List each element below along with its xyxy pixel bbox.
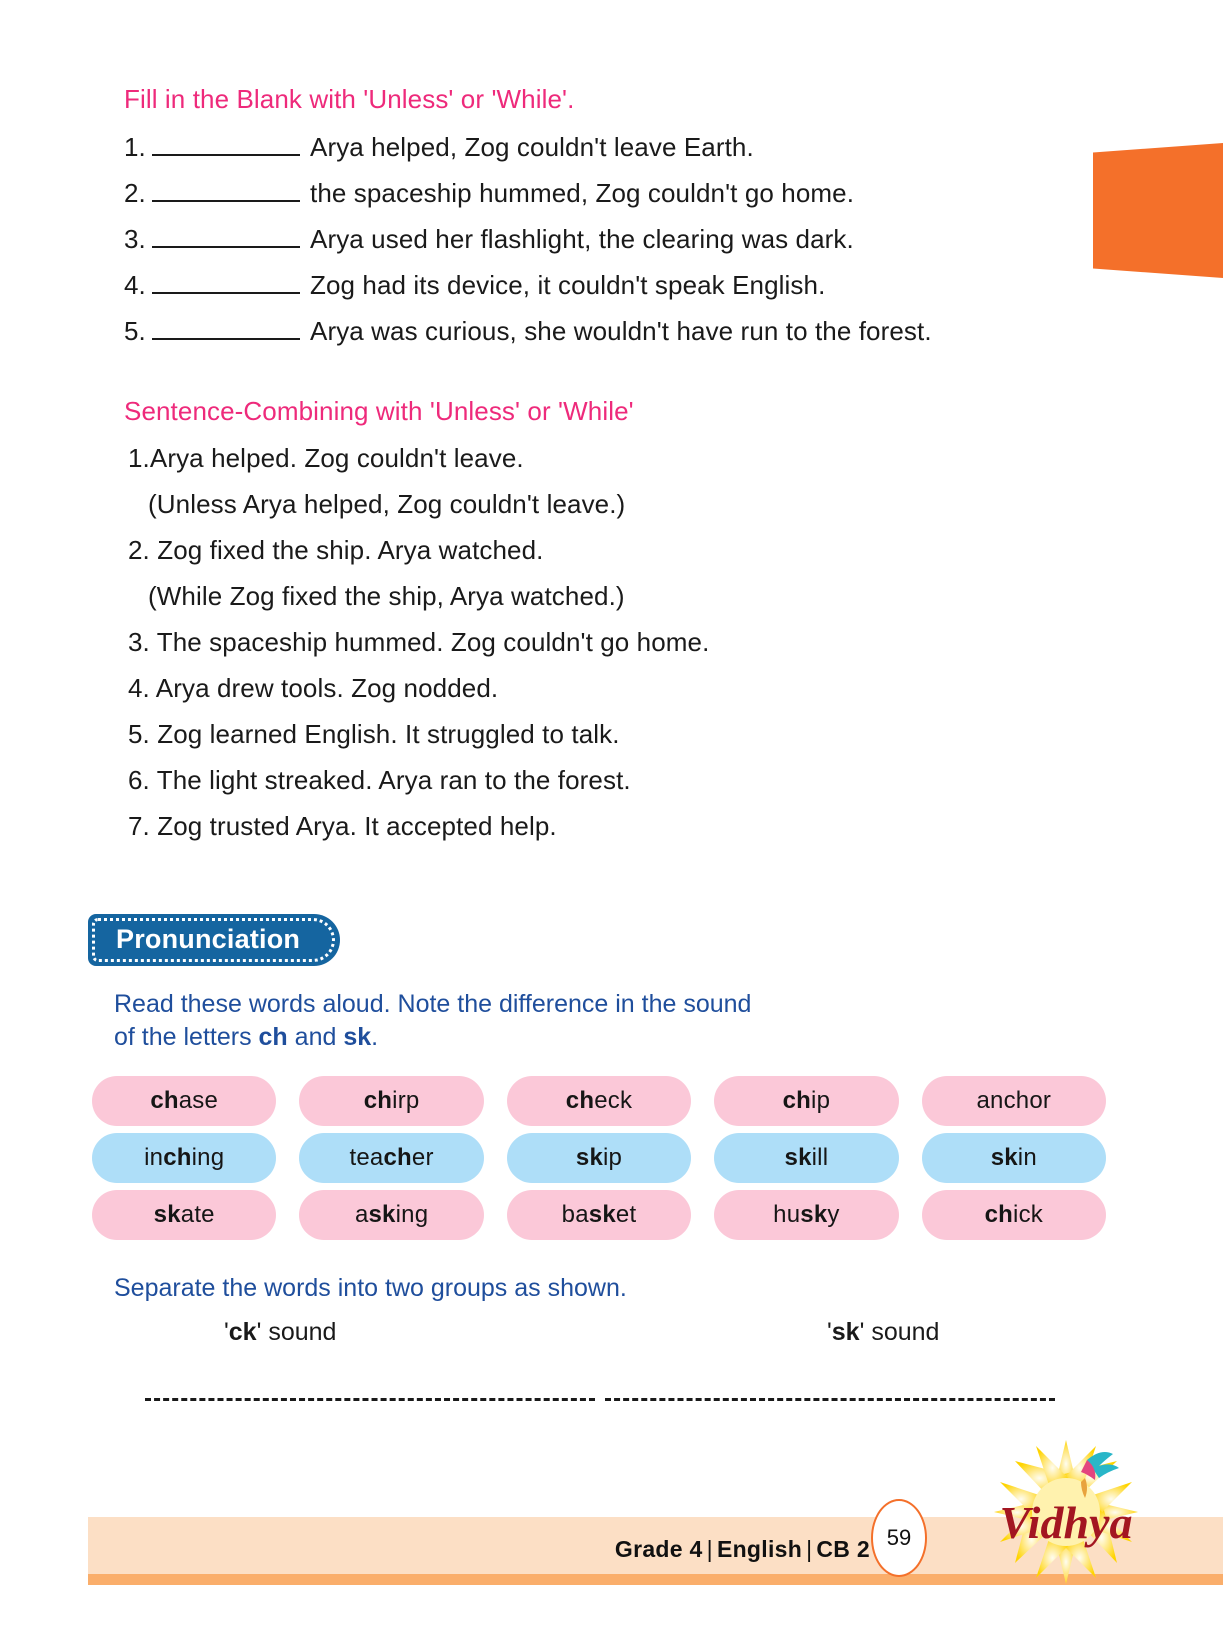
pill-rest: ip bbox=[811, 1087, 831, 1114]
answer-writing-lines bbox=[145, 1398, 1055, 1401]
pronunciation-badge: Pronunciation bbox=[88, 914, 340, 966]
read-instruction-end: . bbox=[371, 1023, 379, 1051]
pill-bold: ch bbox=[163, 1144, 192, 1171]
word-pill[interactable] bbox=[507, 1190, 691, 1240]
pill-bold: sk bbox=[784, 1144, 812, 1171]
sk-quote-open: ' bbox=[827, 1318, 832, 1346]
combine-prompt: 4. Arya drew tools. Zog nodded. bbox=[128, 673, 499, 703]
pill-bold: ch bbox=[782, 1087, 812, 1114]
word-pill[interactable] bbox=[714, 1190, 898, 1240]
pill-rest: anchor bbox=[976, 1087, 1052, 1114]
ck-quote-open: ' bbox=[224, 1318, 229, 1346]
pill-bold: sk bbox=[588, 1201, 616, 1228]
fill-item-text: Zog had its device, it couldn't speak English. bbox=[310, 270, 826, 300]
sk-label-text: ' sound bbox=[859, 1318, 940, 1346]
fill-item-number: 5. bbox=[124, 316, 146, 346]
combine-prompt: 5. Zog learned English. It struggled to talk. bbox=[128, 719, 620, 749]
pill-rest: ing bbox=[191, 1144, 225, 1171]
fill-blank-input[interactable] bbox=[152, 318, 300, 340]
word-pill[interactable] bbox=[299, 1190, 483, 1240]
pill-pre: ba bbox=[561, 1201, 589, 1228]
pill-rest: ick bbox=[1013, 1201, 1043, 1228]
footer-sep-2: | bbox=[806, 1536, 813, 1562]
footer-sep-1: | bbox=[706, 1536, 713, 1562]
ck-label-text: ' sound bbox=[256, 1318, 337, 1346]
pill-rest: ase bbox=[178, 1087, 219, 1114]
pill-bold: ch bbox=[984, 1201, 1014, 1228]
sk-bold: sk bbox=[831, 1318, 860, 1346]
word-pill[interactable] bbox=[714, 1076, 898, 1126]
word-pill[interactable] bbox=[714, 1133, 898, 1183]
ck-sound-label bbox=[224, 1318, 336, 1347]
pill-rest: er bbox=[411, 1144, 434, 1171]
pill-bold: sk bbox=[153, 1201, 181, 1228]
word-pill[interactable] bbox=[92, 1190, 276, 1240]
combine-prompt: 6. The light streaked. Arya ran to the forest. bbox=[128, 765, 631, 795]
pill-pre: hu bbox=[773, 1201, 801, 1228]
pill-bold: sk bbox=[368, 1201, 396, 1228]
pill-bold: sk bbox=[575, 1144, 603, 1171]
combine-prompt: 1.Arya helped. Zog couldn't leave. bbox=[128, 443, 524, 473]
combine-answer: (Unless Arya helped, Zog couldn't leave.) bbox=[148, 489, 626, 519]
word-pill-grid bbox=[92, 1076, 1106, 1240]
word-pill[interactable] bbox=[92, 1076, 276, 1126]
ck-bold: ck bbox=[228, 1318, 257, 1346]
pill-pre: a bbox=[354, 1201, 369, 1228]
answer-line-ck[interactable] bbox=[145, 1398, 595, 1401]
fill-row bbox=[124, 132, 1084, 163]
read-instruction-line1: Read these words aloud. Note the difference in the sound bbox=[114, 990, 752, 1018]
pill-rest: et bbox=[615, 1201, 637, 1228]
fill-item-number: 2. bbox=[124, 178, 146, 208]
pronunciation-badge-container bbox=[88, 914, 340, 966]
fill-section-heading: Fill in the Blank with 'Unless' or 'While'. bbox=[124, 84, 575, 114]
fill-item-text: the spaceship hummed, Zog couldn't go home. bbox=[310, 178, 855, 208]
letters-sk: sk bbox=[343, 1023, 372, 1051]
fill-item-text: Arya helped, Zog couldn't leave Earth. bbox=[310, 132, 754, 162]
vidhya-logo bbox=[937, 1434, 1195, 1589]
fill-item-number: 1. bbox=[124, 132, 146, 162]
footer-book: CB 2 bbox=[816, 1536, 870, 1562]
word-pill[interactable] bbox=[922, 1133, 1106, 1183]
pill-rest: eck bbox=[594, 1087, 633, 1114]
fill-blank-input[interactable] bbox=[152, 226, 300, 248]
logo-wordmark: Vidhya bbox=[999, 1497, 1133, 1548]
word-pill[interactable] bbox=[922, 1190, 1106, 1240]
pill-bold: ch bbox=[150, 1087, 179, 1114]
fill-row bbox=[124, 270, 1084, 301]
combine-section-heading: Sentence-Combining with 'Unless' or 'While' bbox=[124, 396, 634, 426]
fill-row bbox=[124, 178, 1084, 209]
pill-rest: y bbox=[827, 1201, 840, 1228]
fill-row bbox=[124, 224, 1084, 255]
answer-line-sk[interactable] bbox=[605, 1398, 1055, 1401]
combine-prompt: 3. The spaceship hummed. Zog couldn't go home. bbox=[128, 627, 710, 657]
combine-answer: (While Zog fixed the ship, Arya watched.) bbox=[148, 581, 625, 611]
fill-item-text: Arya used her flashlight, the clearing was dark. bbox=[310, 224, 854, 254]
footer-subject: English bbox=[716, 1536, 803, 1562]
orange-decorative-tab bbox=[1093, 143, 1223, 278]
fill-in-the-blank-section bbox=[124, 84, 1084, 362]
pill-bold: ch bbox=[565, 1087, 595, 1114]
fill-item-text: Arya was curious, she wouldn't have run to the forest. bbox=[310, 316, 932, 346]
fill-item-number: 4. bbox=[124, 270, 146, 300]
pill-bold: ch bbox=[383, 1144, 412, 1171]
combine-prompt: 7. Zog trusted Arya. It accepted help. bbox=[128, 811, 557, 841]
word-pill[interactable] bbox=[299, 1133, 483, 1183]
pill-pre: tea bbox=[349, 1144, 384, 1171]
fill-blank-input[interactable] bbox=[152, 134, 300, 156]
word-pill[interactable] bbox=[922, 1076, 1106, 1126]
fill-blank-input[interactable] bbox=[152, 272, 300, 294]
separate-words-instruction: Separate the words into two groups as shown. bbox=[114, 1274, 627, 1302]
pill-bold: sk bbox=[800, 1201, 828, 1228]
pill-rest: in bbox=[1017, 1144, 1037, 1171]
sk-sound-label bbox=[827, 1318, 939, 1347]
word-pill[interactable] bbox=[299, 1076, 483, 1126]
word-pill[interactable] bbox=[92, 1133, 276, 1183]
pill-bold: ch bbox=[363, 1087, 393, 1114]
fill-row bbox=[124, 316, 1084, 347]
footer-grade: Grade 4 bbox=[614, 1536, 703, 1562]
pill-pre: in bbox=[144, 1144, 164, 1171]
read-instruction-mid: and bbox=[287, 1023, 344, 1051]
word-pill[interactable] bbox=[507, 1076, 691, 1126]
fill-blank-input[interactable] bbox=[152, 180, 300, 202]
word-pill[interactable] bbox=[507, 1133, 691, 1183]
pill-rest: ill bbox=[811, 1144, 829, 1171]
pill-bold: sk bbox=[990, 1144, 1018, 1171]
combine-prompt: 2. Zog fixed the ship. Arya watched. bbox=[128, 535, 544, 565]
pill-rest: ing bbox=[395, 1201, 429, 1228]
pill-rest: ate bbox=[180, 1201, 215, 1228]
footer-meta bbox=[615, 1536, 870, 1563]
read-instruction-line2-pre: of the letters bbox=[114, 1023, 259, 1051]
pill-rest: ip bbox=[603, 1144, 623, 1171]
read-aloud-instruction bbox=[114, 988, 954, 1054]
fill-item-number: 3. bbox=[124, 224, 146, 254]
letters-ch: ch bbox=[258, 1023, 288, 1051]
page-number-badge: 59 bbox=[871, 1499, 927, 1577]
sentence-combining-section bbox=[124, 396, 1084, 857]
pill-rest: irp bbox=[392, 1087, 420, 1114]
